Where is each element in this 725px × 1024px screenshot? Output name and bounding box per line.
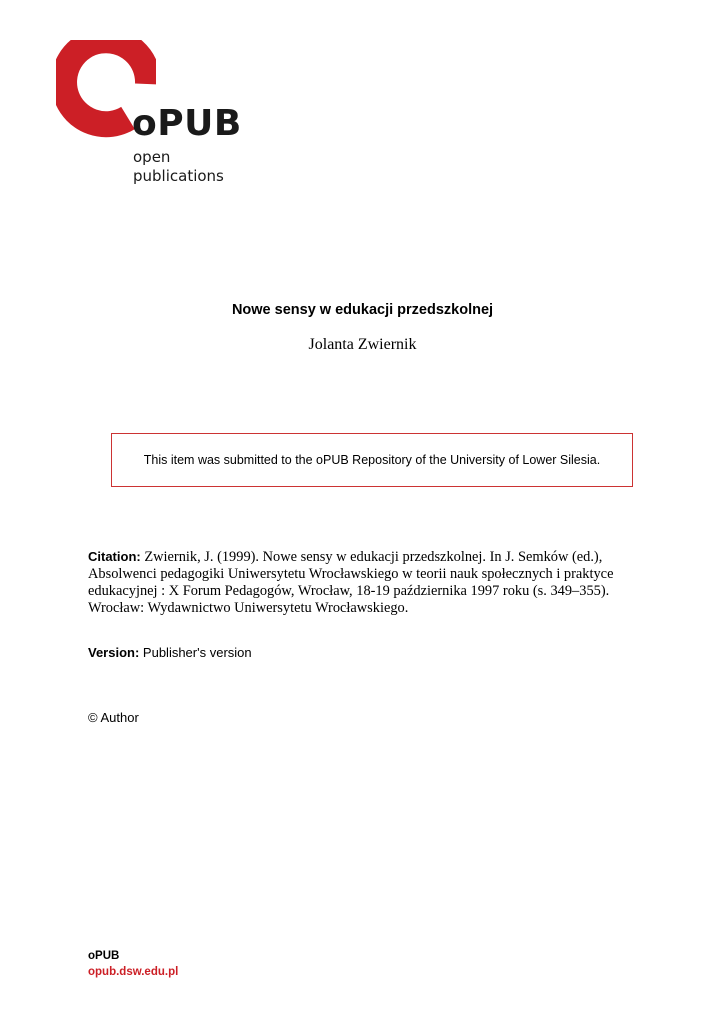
document-author: Jolanta Zwiernik	[308, 336, 417, 353]
document-title: Nowe sensy w edukacji przedszkolnej	[231, 302, 494, 318]
footer-url-link[interactable]: opub.dsw.edu.pl	[88, 966, 179, 978]
version-line	[88, 645, 252, 660]
copyright-notice: © Author	[88, 710, 139, 725]
logo-subtitle-publications: publications	[133, 167, 224, 185]
citation-label: Citation:	[88, 549, 141, 564]
citation-text: Zwiernik, J. (1999). Nowe sensy w edukacji przedszkolnej. In J. Semków (ed.), Absolwenci pedagogiki Uniwersytetu Wrocławskiego w teorii nauk społecznych i praktyce edukacyjnej : X Forum Pedagogów, Wrocław, 18-19 października 1997 roku (s. 349–355). Wrocław: Wydawnictwo Uniwersytetu Wrocławskiego.	[88, 549, 614, 616]
version-value: Publisher's version	[142, 645, 252, 660]
citation-block	[88, 548, 648, 617]
logo-brand-text: oPUB	[132, 103, 242, 144]
repository-notice-box	[111, 433, 633, 487]
logo-subtitle-open: open	[133, 148, 171, 166]
opub-logo	[56, 40, 256, 190]
version-label: Version:	[88, 645, 140, 660]
repository-notice-text: This item was submitted to the oPUB Repository of the University of Lower Silesia.	[143, 453, 601, 467]
footer-brand: oPUB	[88, 950, 120, 962]
